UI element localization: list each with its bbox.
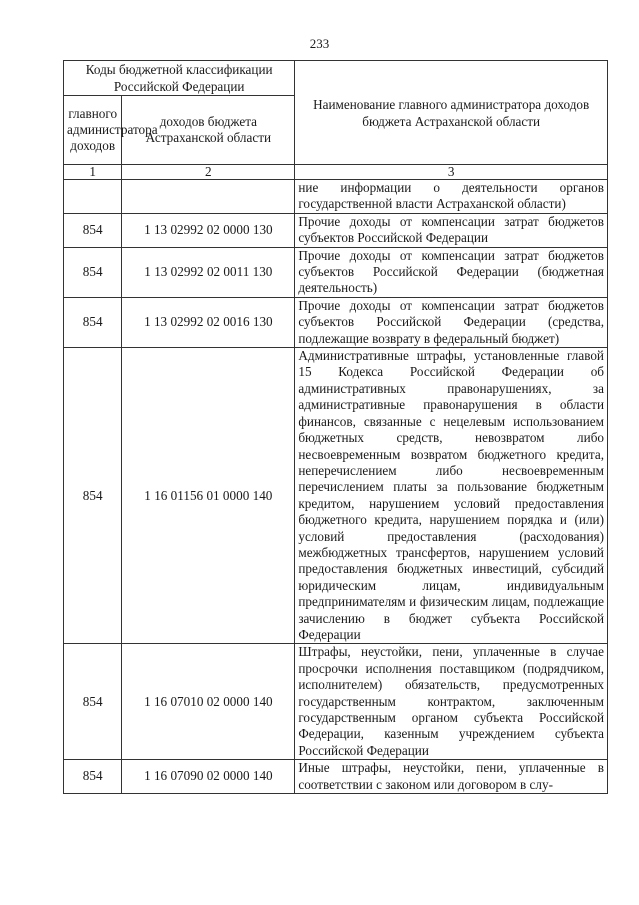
table-row — [64, 348, 608, 644]
column-number-2: 2 — [122, 165, 295, 180]
budget-classification-table — [63, 60, 608, 794]
admin-code-cell: 854 — [64, 247, 122, 297]
header-col2-title: доходов бюджета Астраханской области — [122, 96, 295, 165]
income-name-cell: Прочие доходы от компенсации затрат бюджетов субъектов Российской Федерации (бюджетная деятельность) — [295, 247, 608, 297]
income-name-cell: ние информации о деятельности органов государственной власти Астраханской области) — [295, 180, 608, 214]
income-code-cell: 1 13 02992 02 0000 130 — [122, 213, 295, 247]
income-code-cell: 1 13 02992 02 0016 130 — [122, 297, 295, 347]
income-code-cell: 1 16 07010 02 0000 140 — [122, 644, 295, 760]
admin-code-cell: 854 — [64, 297, 122, 347]
table-row — [64, 760, 608, 794]
admin-code-cell: 854 — [64, 760, 122, 794]
income-name-cell: Прочие доходы от компенсации затрат бюджетов субъектов Российской Федерации — [295, 213, 608, 247]
page-number: 233 — [309, 36, 330, 51]
admin-code-cell: 854 — [64, 644, 122, 760]
income-name-cell: Иные штрафы, неустойки, пени, уплаченные в соответствии с законом или договором в слу- — [295, 760, 608, 794]
column-number-1: 1 — [64, 165, 122, 180]
table-row — [64, 213, 608, 247]
income-name-cell: Прочие доходы от компенсации затрат бюджетов субъектов Российской Федерации (средства, подлежащие возврату в федеральный бюджет) — [295, 297, 608, 347]
admin-code-cell: 854 — [64, 348, 122, 644]
income-code-cell — [122, 180, 295, 214]
table-row — [64, 247, 608, 297]
income-code-cell: 1 16 01156 01 0000 140 — [122, 348, 295, 644]
income-name-cell: Штрафы, неустойки, пени, уплаченные в случае просрочки исполнения поставщиком (подрядчиком, исполнителем) обязательств, предусмотренных государственным контрактом, заключенным государственным органом субъекта Российской Федерации, казенным учреждением субъекта Российской Федерации — [295, 644, 608, 760]
table-row — [64, 644, 608, 760]
table-row — [64, 297, 608, 347]
admin-code-cell — [64, 180, 122, 214]
column-number-3: 3 — [295, 165, 608, 180]
header-col1-title: главного администратора доходов — [64, 96, 122, 165]
income-name-cell: Административные штрафы, установленные главой 15 Кодекса Российской Федерации об административных правонарушениях, за административные правонарушения в области финансов, связанные с нецелевым использованием бюджетных средств, невозвратом либо несвоевременным возвратом бюджетного кредита, неперечислением либо несвоевременным перечислением платы за пользование бюджетным кредитом, нарушением условий предоставления бюджетного кредита, нарушением порядка и (или) условий предоставления (расходования) межбюджетных трансфертов, нарушением условий предоставления бюджетных инвестиций, субсидий юридическим лицам, индивидуальным предпринимателям и физическим лицам, подлежащие зачислению в бюджет субъекта Российской Федерации — [295, 348, 608, 644]
income-code-cell: 1 16 07090 02 0000 140 — [122, 760, 295, 794]
admin-code-cell: 854 — [64, 213, 122, 247]
header-col3-title: Наименование главного администратора доходов бюджета Астраханской области — [295, 61, 608, 165]
table-row — [64, 180, 608, 214]
header-group-title: Коды бюджетной классификации Российской Федерации — [64, 61, 295, 96]
income-code-cell: 1 13 02992 02 0011 130 — [122, 247, 295, 297]
